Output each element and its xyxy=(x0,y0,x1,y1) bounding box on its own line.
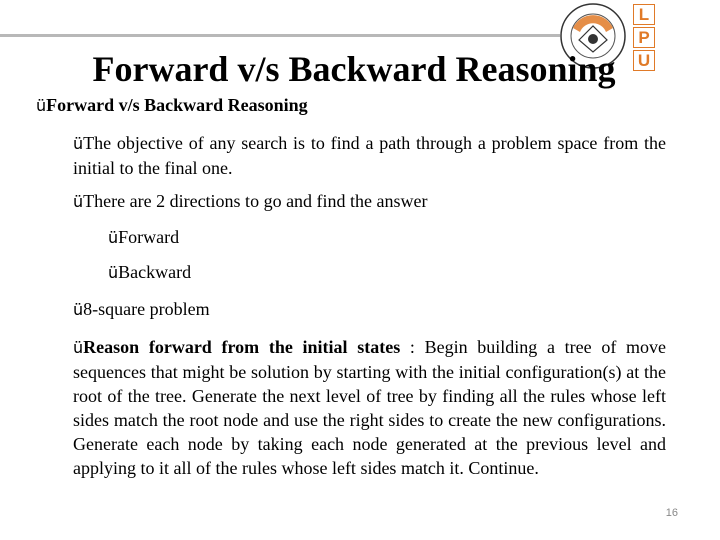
forward-text: Forward xyxy=(118,227,180,247)
slide-title: Forward v/s Backward Reasoning xyxy=(92,49,616,89)
backward-text: Backward xyxy=(118,262,192,282)
subtitle-bullet xyxy=(36,95,308,116)
subtitle-text: Forward v/s Backward Reasoning xyxy=(46,95,308,115)
logo-letter-l: L xyxy=(633,4,655,25)
directions-bullet xyxy=(73,191,428,212)
forward-bullet xyxy=(108,227,179,248)
check-bullet-icon: ü xyxy=(108,263,119,282)
check-bullet-icon: ü xyxy=(108,228,119,247)
directions-text: There are 2 directions to go and find the answer xyxy=(83,191,428,211)
header-divider xyxy=(0,34,560,37)
problem-text: 8-square problem xyxy=(83,299,210,319)
objective-text: The objective of any search is to find a path through a problem space from the initial to the final one. xyxy=(73,133,666,178)
check-bullet-icon: ü xyxy=(73,300,84,319)
page-number: 16 xyxy=(665,507,678,519)
reason-forward-bullet xyxy=(73,335,666,480)
objective-bullet xyxy=(73,131,666,180)
reason-forward-heading: Reason forward from the initial states xyxy=(83,337,401,357)
logo-letter-u: U xyxy=(633,50,655,71)
check-bullet-icon: ü xyxy=(36,96,47,115)
backward-bullet xyxy=(108,262,191,283)
check-bullet-icon: ü xyxy=(73,338,84,357)
reason-forward-text: : Begin building a tree of move sequences that might be solution by starting with the initial configuration(s) at the root of the tree. Generate the next level of tree by finding all the rules whose left sides match the root node and use the right sides to create the new configurations. Generate each node by taking each node generated at the previous level and applying to it all of the rules whose left sides match it. Continue. xyxy=(73,337,666,478)
check-bullet-icon: ü xyxy=(73,192,84,211)
check-bullet-icon: ü xyxy=(73,134,84,153)
problem-bullet xyxy=(73,299,210,320)
logo-letter-p: P xyxy=(633,27,655,48)
